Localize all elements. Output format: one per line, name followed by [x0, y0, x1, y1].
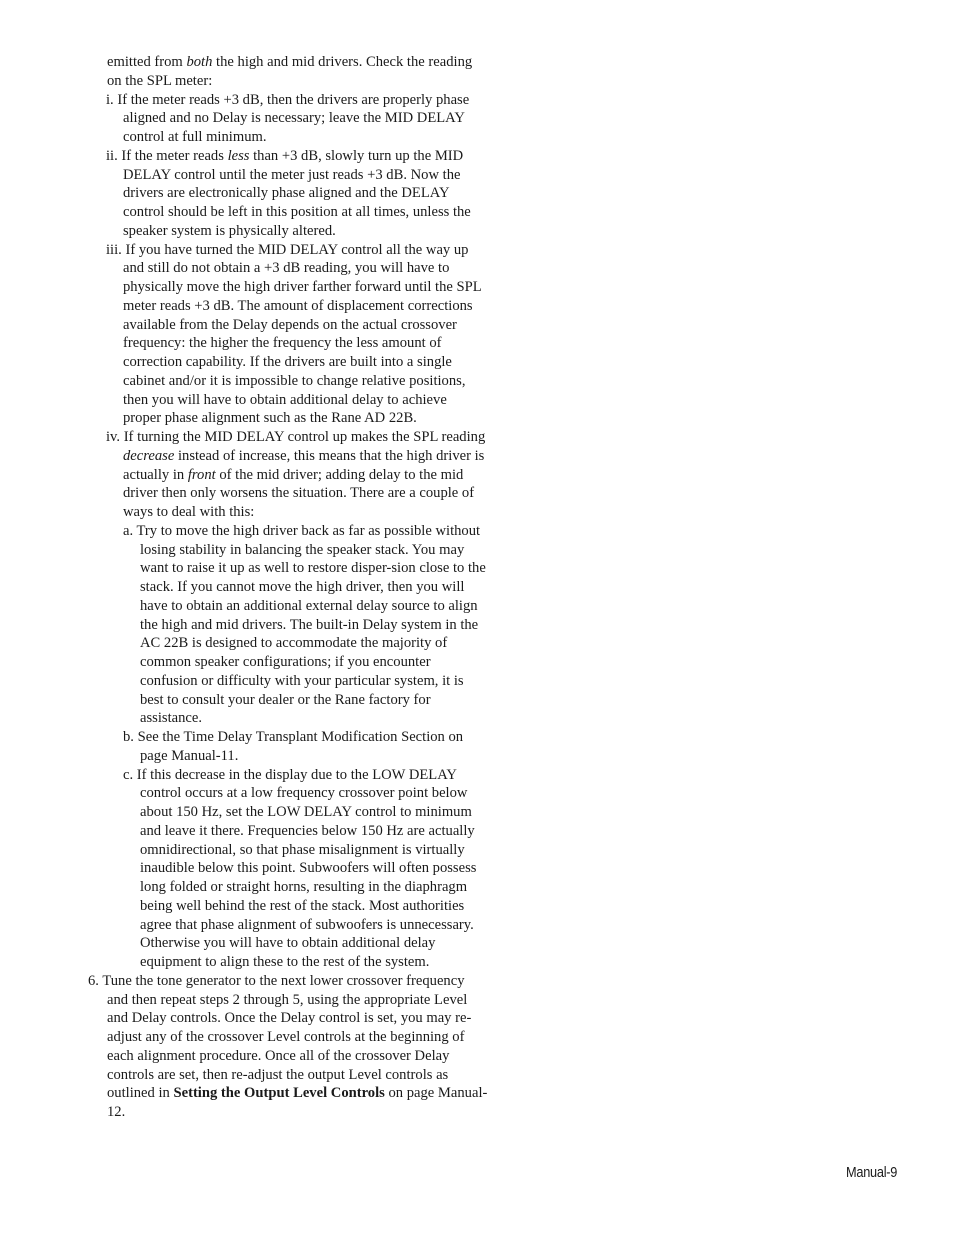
- cross-reference-bold: Setting the Output Level Controls: [173, 1085, 385, 1102]
- page-number: Manual-9: [845, 1164, 897, 1181]
- intro-text-cont: the high and mid drivers. Check the reading on the SPL meter:: [107, 54, 473, 89]
- intro-paragraph: [88, 53, 488, 91]
- sublist-item-b: b. See the Time Delay Transplant Modification Section on page Manual-11.: [123, 729, 464, 764]
- list-item-i: i. If the meter reads +3 dB, then the drivers are properly phase aligned and no Delay is necessary; leave the MID DELAY control at full minimum.: [106, 91, 470, 145]
- body-column: [88, 53, 488, 1122]
- list-item-iii: iii. If you have turned the MID DELAY control all the way up and still do not obtain a +3 dB reading, you will have to physically move the high driver farther forward until the SPL meter reads +3 dB. The amount of displacement corrections available from the Delay depends on the actual crossover frequency: the higher the frequency the less amount of correction capability. If the drivers are built into a single cabinet and/or it is impossible to change relative positions, then you will have to obtain additional delay to achieve proper phase alignment such as the Rane AD 22B.: [106, 241, 482, 427]
- sublist-item-c: c. If this decrease in the display due to the LOW DELAY control occurs at a low frequency crossover point below about 150 Hz, set the LOW DELAY control to minimum and leave it there. Frequencies below 150 Hz are actually omnidirectional, so that phase misalignment is virtually inaudible below this point. Subwoofers will often possess long folded or straight horns, resulting in the diaphragm being well behind the rest of the stack. Most authorities agree that phase alignment of subwoofers is unnecessary. Otherwise you will have to obtain additional delay equipment to align these to the rest of the system.: [123, 766, 477, 970]
- intro-text: emitted from: [107, 54, 187, 70]
- sublist-item-a: a. Try to move the high driver back as far as possible without losing stability in balancing the speaker stack. You may want to raise it up as well to restore disper-sion close to the stack. If you cannot move the high driver, then you will have to obtain an additional external delay source to align the high and mid drivers. The built-in Delay system in the AC 22B is designed to accommodate the majority of common speaker configurations; if you encounter confusion or difficulty with your particular system, it is best to consult your dealer or the Rane factory for assistance.: [123, 522, 486, 727]
- intro-emphasis: both: [186, 54, 213, 70]
- list-item-ii: ii. If the meter reads less than +3 dB, slowly turn up the MID DELAY control until the meter just reads +3 dB. Now the drivers are electronically phase aligned and the DELAY control should be left in this position at all times, unless the speaker system is physically altered.: [106, 147, 471, 239]
- list-item-iv: iv. If turning the MID DELAY control up makes the SPL reading decrease instead of increase, this means that the high driver is actually in front of the mid driver; adding delay to the mid driver then only worsens the situation. There are a couple of ways to deal with this:: [106, 429, 486, 520]
- step-6: 6. Tune the tone generator to the next lower crossover frequency and then repeat steps 2 through 5, using the appropriate Level and Delay controls. Once the Delay control is set, you may re-adjust any of the crossover Level controls at the beginning of each alignment procedure. Once all of the crossover Delay controls are set, then re-adjust the output Level controls as outlined in Setting the Output Level Controls on page Manual-12.: [88, 972, 488, 1120]
